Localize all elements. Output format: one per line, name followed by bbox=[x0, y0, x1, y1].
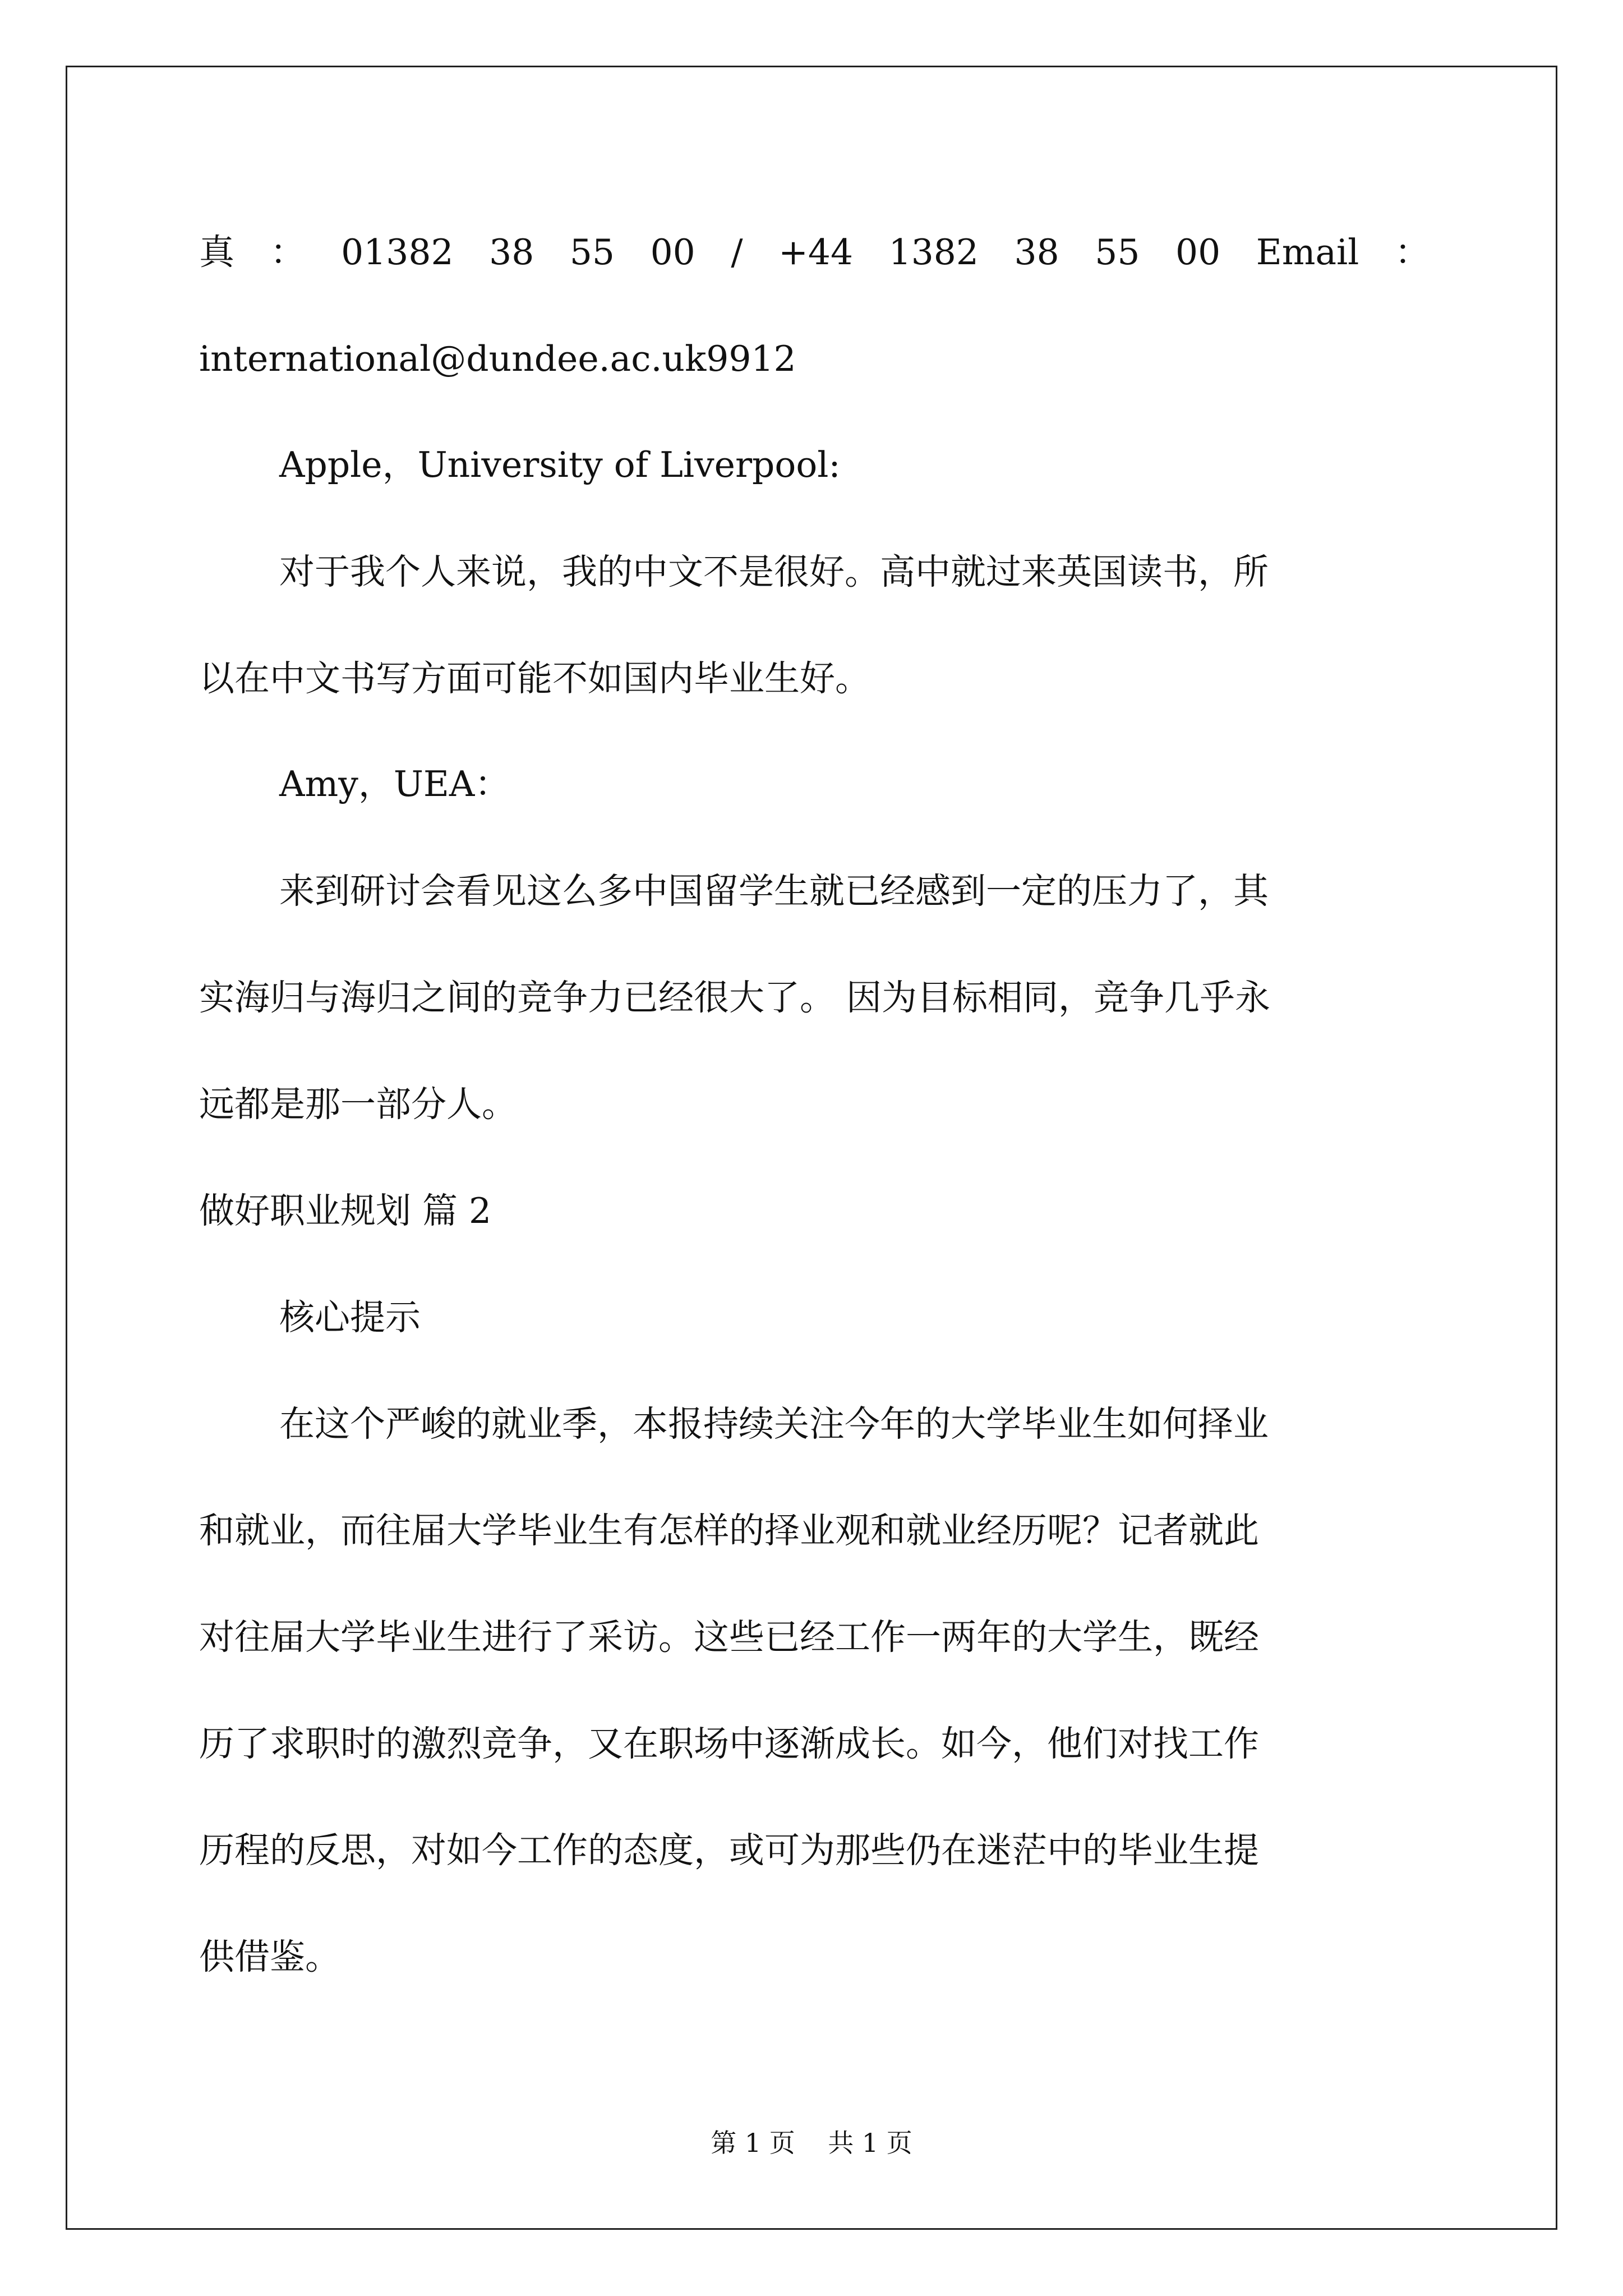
paragraph-line: 对于我个人来说，我的中文不是很好。高中就过来英国读书，所 bbox=[279, 551, 1269, 592]
contact-token: 1382 bbox=[888, 232, 979, 273]
page-border bbox=[66, 66, 1557, 2230]
contact-token: ： bbox=[270, 232, 306, 273]
contact-token: 00 bbox=[650, 232, 695, 273]
contact-token: Email bbox=[1256, 232, 1359, 273]
page-footer: 第 1 页 共 1 页 bbox=[711, 2128, 912, 2158]
paragraph-line: 对往届大学毕业生进行了采访。这些已经工作一两年的大学生，既经 bbox=[199, 1617, 1259, 1658]
section-subheading: 核心提示 bbox=[279, 1297, 421, 1338]
quote-speaker: Amy，UEA： bbox=[279, 763, 510, 804]
contact-token: 38 bbox=[489, 232, 534, 273]
quote-speaker: Apple，University of Liverpool: bbox=[279, 444, 841, 485]
paragraph-line: 历了求职时的激烈竞争，又在职场中逐渐成长。如今，他们对找工作 bbox=[199, 1723, 1259, 1764]
paragraph-line: 和就业，而往届大学毕业生有怎样的择业观和就业经历呢？记者就此 bbox=[199, 1510, 1259, 1551]
paragraph-line: 远都是那一部分人。 bbox=[199, 1084, 517, 1125]
contact-email: international@dundee.ac.uk9912 bbox=[199, 338, 796, 379]
paragraph-line: 在这个严峻的就业季，本报持续关注今年的大学毕业生如何择业 bbox=[279, 1404, 1269, 1444]
contact-token: +44 bbox=[778, 232, 854, 273]
paragraph-line: 历程的反思，对如今工作的态度，或可为那些仍在迷茫中的毕业生提 bbox=[199, 1830, 1259, 1871]
contact-token: 55 bbox=[569, 232, 615, 273]
section-heading: 做好职业规划 篇 2 bbox=[199, 1190, 492, 1231]
paragraph-line: 来到研讨会看见这么多中国留学生就已经感到一定的压力了，其 bbox=[279, 871, 1269, 912]
contact-token: ： bbox=[1394, 232, 1430, 273]
contact-token: / bbox=[731, 232, 743, 273]
contact-token: 55 bbox=[1095, 232, 1140, 273]
contact-token: 38 bbox=[1014, 232, 1059, 273]
paragraph-line: 实海归与海归之间的竞争力已经很大了。 因为目标相同，竞争几乎永 bbox=[199, 977, 1271, 1018]
contact-token: 00 bbox=[1175, 232, 1221, 273]
contact-line bbox=[199, 232, 1430, 273]
contact-token: 真 bbox=[199, 232, 234, 273]
contact-token: 01382 bbox=[341, 232, 454, 273]
paragraph-line: 以在中文书写方面可能不如国内毕业生好。 bbox=[199, 658, 870, 699]
paragraph-line: 供借鉴。 bbox=[199, 1936, 340, 1977]
